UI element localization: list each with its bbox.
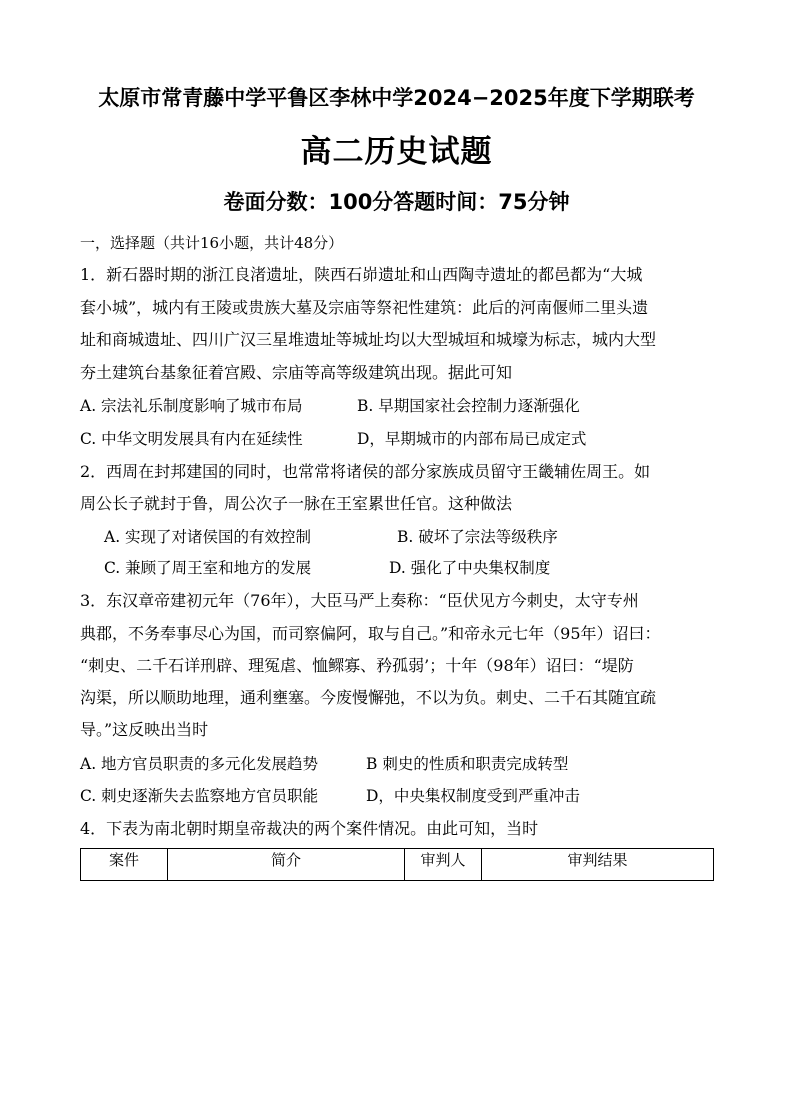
q3-option-b: B 刺史的性质和职责完成转型 [366, 755, 569, 773]
table-header-result: 审判结果 [482, 849, 714, 881]
q1-line-2: 套小城”，城内有王陵或贵族大墓及宗庙等祭祀性建筑：此后的河南偃师二里头遗 [80, 298, 649, 317]
school-exam-title: 太原市常青藤中学平鲁区李林中学2024−2025年度下学期联考 [98, 86, 695, 110]
q2-line-1: 2．西周在封邦建国的同时，也常常将诸侯的部分家族成员留守王畿辅佐周王。如 [80, 462, 651, 481]
table-header-judge: 审判人 [405, 849, 482, 881]
q1-option-c: C. 中华文明发展具有内在延续性 [80, 430, 303, 448]
q2-option-b: B. 破坏了宗法等级秩序 [397, 528, 558, 546]
q1-line-1: 1．新石器时期的浙江良渚遗址，陕西石峁遗址和山西陶寺遗址的都邑都为“大城 [80, 265, 643, 284]
q3-option-d: D，中央集权制度受到严重冲击 [366, 787, 580, 805]
q1-option-a: A. 宗法礼乐制度影响了城市布局 [80, 397, 303, 415]
exam-score-time: 卷面分数：100分答题时间：75分钟 [223, 190, 570, 214]
q3-line-1: 3．东汉章帝建初元年（76年），大臣马严上奏称：“臣伏见方今刺史，太守专州 [80, 591, 639, 610]
table-header-summary: 简介 [168, 849, 405, 881]
q1-line-3: 址和商城遗址、四川广汉三星堆遗址等城址均以大型城垣和城壕为标志，城内大型 [80, 330, 657, 349]
q4-line-1: 4．下表为南北朝时期皇帝裁决的两个案件情况。由此可知，当时 [80, 819, 539, 838]
q2-option-c: C. 兼顾了周王室和地方的发展 [104, 559, 312, 577]
subject-title: 高二历史试题 [300, 134, 493, 170]
q1-line-4: 夯土建筑台基象征着宫殿、宗庙等高等级建筑出现。据此可知 [80, 363, 513, 382]
q3-option-c: C. 刺史逐渐失去监察地方官员职能 [80, 787, 319, 805]
table-header-row [81, 849, 714, 881]
table-header-case: 案件 [81, 849, 168, 881]
q3-line-5: 导。”这反映出当时 [80, 720, 209, 739]
q3-line-2: 典郡，不务奉事尽心为国，而司察偏阿，取与自己。”和帝永元七年（95年）诏曰： [80, 624, 661, 643]
q1-option-d: D，早期城市的内部布局已成定式 [357, 430, 587, 448]
q3-line-4: 沟渠，所以顺助地理，通利壅塞。今废慢懈弛，不以为负。刺史、二千石其随宜疏 [80, 688, 657, 707]
q1-option-b: B. 早期国家社会控制力逐渐强化 [357, 397, 580, 415]
section-heading: 一，选择题（共计16小题，共计48分） [80, 234, 344, 252]
q2-line-2: 周公长子就封于鲁，周公次子一脉在王室累世任官。这种做法 [80, 494, 513, 513]
q3-line-3: “刺史、二千石详刑辟、理冤虐、恤鳏寡、矜孤弱’；十年（98年）诏曰：“堤防 [80, 656, 634, 675]
q4-case-table [80, 848, 714, 881]
q2-option-d: D. 强化了中央集权制度 [389, 559, 551, 577]
q3-option-a: A. 地方官员职责的多元化发展趋势 [80, 755, 319, 773]
q2-option-a: A. 实现了对诸侯国的有效控制 [104, 528, 312, 546]
